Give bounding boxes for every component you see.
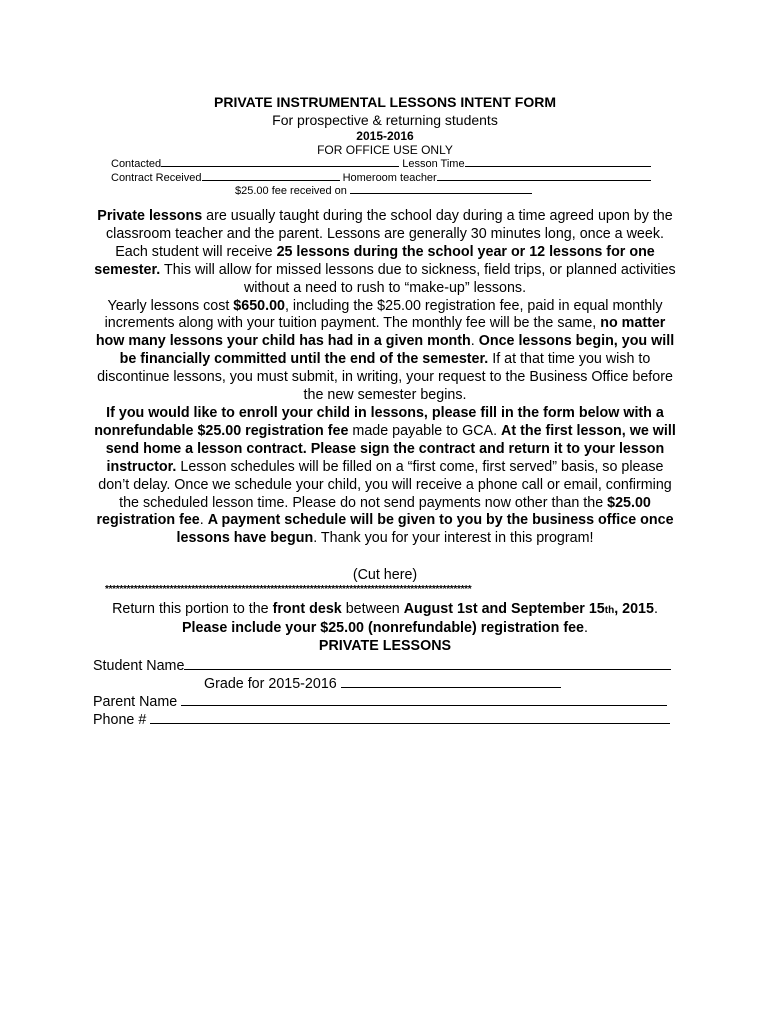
school-year: 2015-2016 [356, 129, 414, 143]
phone-label: Phone # [93, 712, 147, 728]
form-title: PRIVATE INSTRUMENTAL LESSONS INTENT FORM [214, 94, 556, 110]
form-subtitle: For prospective & returning students [272, 112, 498, 128]
homeroom-teacher-blank[interactable] [437, 170, 651, 181]
cost-text-4: If at that time you wish to discontinue lessons, you must submit, in writing, your request to the Business Office before the new semester begins. [97, 351, 673, 404]
contract-received-label: Contract Received [111, 172, 202, 184]
fee-same-bold: no matter how many lessons your child has had in a given month [95, 315, 666, 350]
return-text-2: between [341, 601, 404, 617]
registration-fee-bold: $25.00 registration fee [96, 494, 651, 529]
contract-received-blank[interactable] [202, 170, 340, 181]
fee-reminder-bold: Please include your $25.00 (nonrefundable) registration fee [181, 619, 585, 636]
year-bold: , 2015 [614, 601, 654, 617]
lesson-time-blank[interactable] [465, 156, 651, 167]
commitment-bold: Once lessons begin, you will be financially committed until the end of the semester. [119, 333, 675, 368]
enroll-text-2: Lesson schedules will be filled on a “first come, first served” basis, so please don’t delay. Once we schedule your child, you will receive a phone call or email, confirming the scheduled lesson time. Please do not send payments now other than the [98, 458, 672, 511]
cost-text-1: Yearly lessons cost [107, 297, 234, 314]
cost-text-2: , including the $25.00 registration fee, paid in equal monthly increments along with your tuition payment. The monthly fee will be the same, [104, 297, 663, 332]
office-line-fee [235, 183, 532, 197]
enroll-text-4: . Thank you for your interest in this program! [313, 530, 594, 547]
yearly-cost-bold: $650.00 [233, 297, 285, 314]
cut-line-stars: ****************************************************************************************************** [105, 584, 472, 595]
cut-here-label: (Cut here) [352, 567, 418, 583]
lesson-count-bold: 25 lessons during the school year or 12 lessons for one semester. [94, 243, 655, 278]
grade-label: Grade for 2015-2016 [204, 676, 337, 692]
office-use-heading: FOR OFFICE USE ONLY [317, 143, 453, 157]
grade-row [204, 673, 561, 692]
parent-name-row [93, 691, 667, 710]
fee-received-label: $25.00 fee received on [235, 185, 347, 197]
enroll-text-3: . [199, 512, 208, 529]
fee-reminder-line [0, 620, 770, 638]
phone-field[interactable] [150, 709, 670, 724]
student-name-label: Student Name [93, 658, 185, 674]
intro-text-1: are usually taught during the school day during a time agreed upon by the classroom teacher and the parent. Lessons are generally 30 minutes long, once a week. Each student will receive [106, 208, 673, 260]
return-text-3: . [653, 601, 658, 617]
homeroom-teacher-label: Homeroom teacher [342, 172, 437, 184]
date-suffix: th [604, 605, 615, 616]
office-line-contract [111, 170, 651, 184]
parent-name-field[interactable] [181, 691, 667, 706]
paragraph-enroll [92, 405, 678, 548]
lessons-description [92, 208, 678, 548]
lesson-time-label: Lesson Time [402, 158, 465, 170]
contacted-blank[interactable] [161, 156, 399, 167]
phone-row [93, 709, 670, 728]
intro-text-2: This will allow for missed lessons due to sickness, field trips, or planned activities without a need to rush to “make-up” lessons. [160, 261, 676, 296]
front-desk-bold: front desk [272, 601, 342, 617]
return-text-1: Return this portion to the [112, 601, 273, 617]
enroll-text-1: made payable to GCA. [348, 422, 502, 439]
student-name-field[interactable] [184, 655, 671, 670]
contacted-label: Contacted [111, 158, 162, 170]
date-range-bold: August 1st and September 15 [403, 601, 605, 617]
private-lessons-heading [0, 638, 770, 656]
return-instructions [0, 601, 770, 656]
paragraph-cost [92, 298, 678, 405]
contract-bold: At the first lesson, we will send home a lesson contract. Please sign the contract and return it to your lesson instructor. [105, 422, 676, 475]
fee-reminder-period: . [584, 619, 588, 636]
paragraph-intro [92, 208, 678, 298]
office-line-contacted [111, 156, 651, 170]
enroll-bold: If you would like to enroll your child in lessons, please fill in the form below with a nonrefundable $25.00 registration fee [94, 404, 664, 439]
student-name-row [93, 655, 671, 674]
return-line [0, 601, 770, 620]
private-lessons-bold: Private lessons [97, 208, 203, 224]
private-lessons-heading-text: PRIVATE LESSONS [318, 637, 452, 654]
cost-text-3: . [470, 333, 479, 350]
fee-received-blank[interactable] [350, 183, 532, 194]
grade-field[interactable] [341, 673, 561, 688]
parent-name-label: Parent Name [93, 694, 178, 710]
payment-schedule-bold: A payment schedule will be given to you by the business office once lessons have begun [176, 512, 674, 547]
